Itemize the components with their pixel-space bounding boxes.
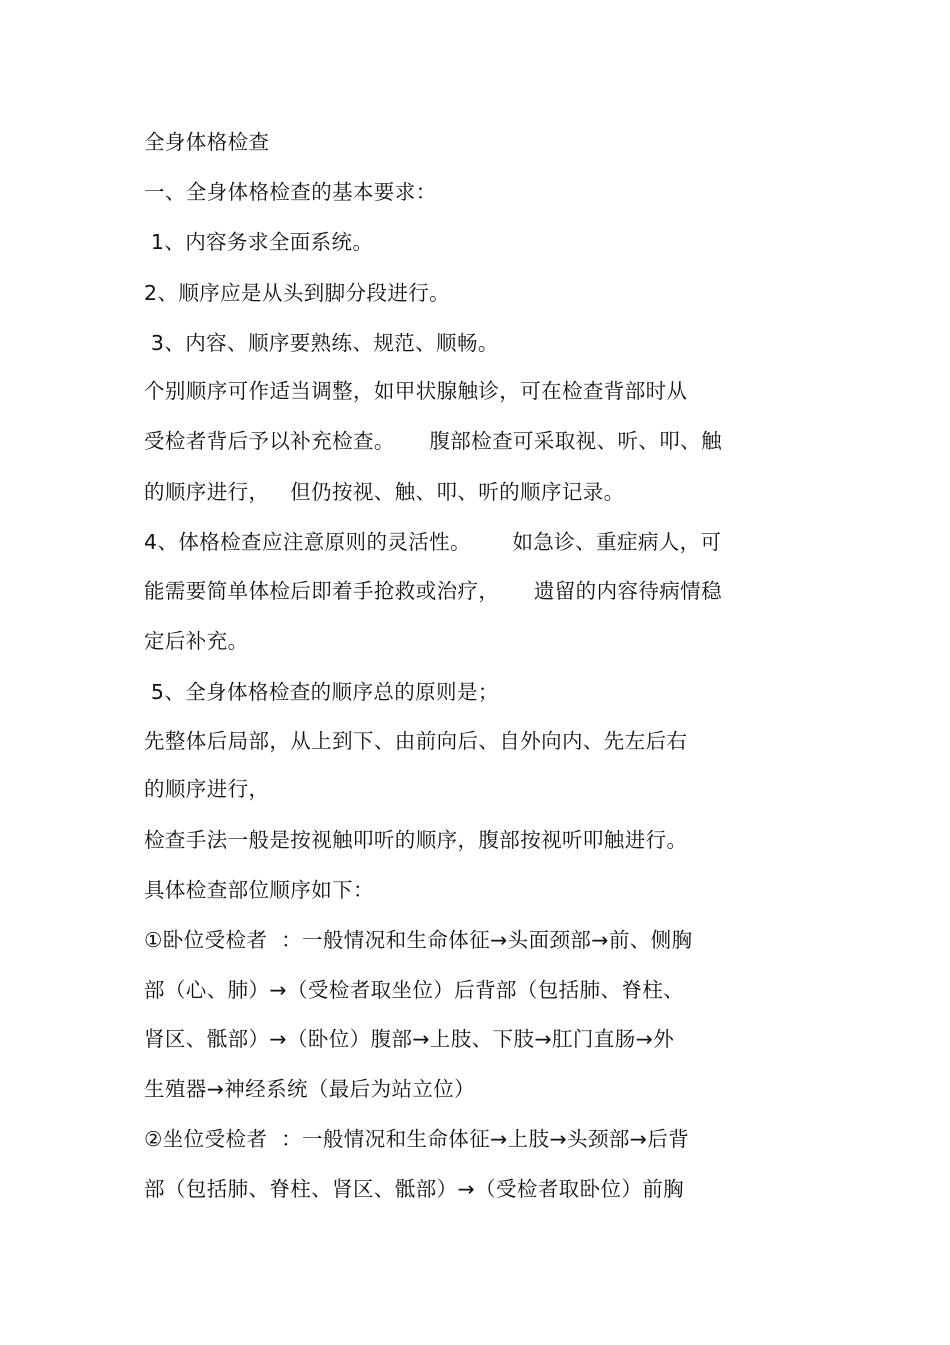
- requirement-item-1: 1、内容务求全面系统。: [144, 230, 374, 254]
- text-line: 具体检查部位顺序如下：: [144, 878, 374, 902]
- text-line: 肾区、骶部）→（卧位）腹部→上肢、下肢→肛门直肠→外: [144, 1027, 675, 1051]
- document-title: 全身体格检查: [144, 130, 270, 154]
- text-line: 部（包括肺、脊柱、肾区、骶部）→（受检者取卧位）前胸: [144, 1177, 685, 1201]
- text-line: 检查手法一般是按视触叩听的顺序，腹部按视听叩触进行。: [144, 828, 688, 852]
- supine-order-line: ①卧位受检者 ：一般情况和生命体征→头面颈部→前、侧胸: [144, 928, 693, 952]
- text-line: 定后补充。: [144, 629, 249, 653]
- requirement-item-3: 3、内容、顺序要熟练、规范、顺畅。: [144, 331, 499, 355]
- requirement-item-5: 5、全身体格检查的顺序总的原则是；: [144, 680, 499, 704]
- requirement-item-4: 4、体格检查应注意原则的灵活性。 如急诊、重症病人，可: [144, 530, 722, 554]
- text-line: 先整体后局部，从上到下、由前向后、自外向内、先左后右: [144, 729, 688, 753]
- section-heading-basic-requirements: 一、全身体格检查的基本要求：: [144, 180, 437, 204]
- sitting-order-line: ②坐位受检者 ：一般情况和生命体征→上肢→头颈部→后背: [144, 1127, 690, 1151]
- text-line: 的顺序进行，: [144, 777, 270, 801]
- text-line: 部（心、肺）→（受检者取坐位）后背部（包括肺、脊柱、: [144, 978, 685, 1002]
- text-line: 个别顺序可作适当调整，如甲状腺触诊，可在检查背部时从: [144, 379, 688, 403]
- text-line: 能需要简单体检后即着手抢救或治疗， 遗留的内容待病情稳: [144, 579, 722, 603]
- requirement-item-2: 2、顺序应是从头到脚分段进行。: [144, 281, 451, 305]
- text-line: 的顺序进行， 但仍按视、触、叩、听的顺序记录。: [144, 480, 625, 504]
- text-line: 生殖器→神经系统（最后为站立位）: [144, 1077, 476, 1101]
- text-line: 受检者背后予以补充检查。 腹部检查可采取视、听、叩、触: [144, 429, 722, 453]
